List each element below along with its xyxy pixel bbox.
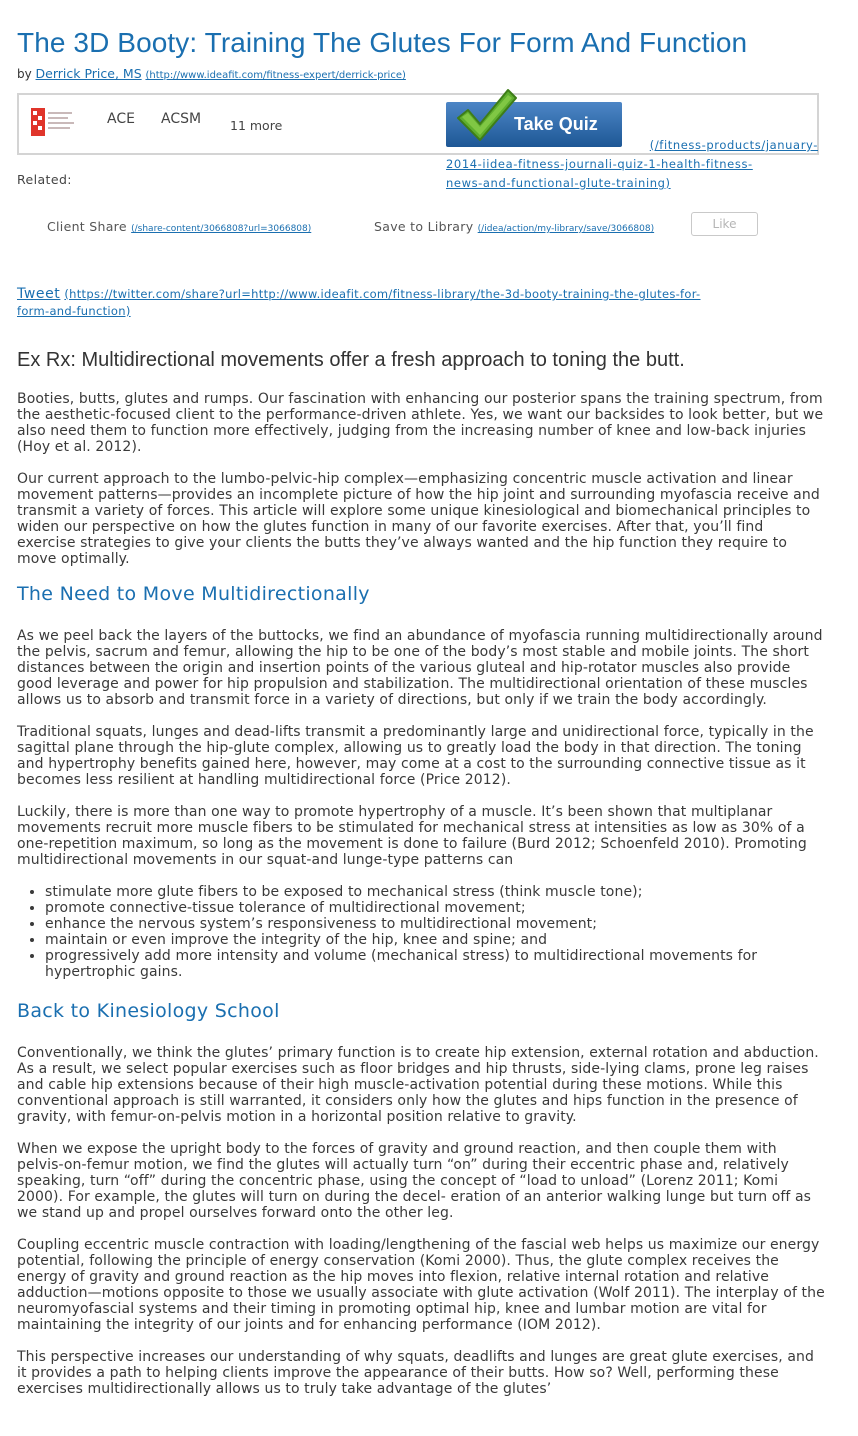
client-share-link[interactable]: (/share-content/3066808?url=3066808) xyxy=(131,224,312,234)
credential-acsm: ACSM xyxy=(161,111,202,127)
credential-ace: ACE xyxy=(107,111,135,127)
quiz-url-line-3[interactable]: news-and-functional-glute-training) xyxy=(446,176,671,190)
client-share[interactable] xyxy=(47,219,311,234)
paragraph: Luckily, there is more than one way to promote hypertrophy of a muscle. It’s been shown that multiplanar movements recruit more muscle fibers to be stimulated for mechanical stress at intensities as low as 30% of a one-repetition maximum, so long as the movement is done to failure (Burd 2012; Schoenfeld 2010). Promoting multidirectional movements in our squat-and lunge-type patterns can xyxy=(17,804,807,868)
paragraph: Conventionally, we think the glutes’ primary function is to create hip extension, external rotation and abduction. As a result, we select popular exercises such as floor bridges and hip thrusts, side-lying clams, prone leg raises and cable hip extensions because of their high muscle-activation potential during these motions. While this conventional approach is still warranted, it considers only how the glutes and hips function in the presence of gravity, with femur-on-pelvis motion in a horizontal position relative to gravity. xyxy=(17,1045,819,1125)
section-heading-kinesiology: Back to Kinesiology School xyxy=(17,1000,280,1022)
save-to-library-link[interactable]: (/idea/action/my-library/save/3066808) xyxy=(477,224,655,234)
save-to-library[interactable] xyxy=(374,219,654,234)
byline xyxy=(17,66,406,81)
paragraph: Traditional squats, lunges and dead-lifts transmit a predominantly large and unidirectional force, typically in the sagittal plane through the hip-glute complex, allowing us to greatly load the body in that direction. The toning and hypertrophy benefits gained here, however, may come at a cost to the surrounding connective tissue as it becomes less resilient at handling multidirectional force (Price 2012). xyxy=(17,724,814,788)
list-item: • progressively add more intensity and volume (mechanical stress) to multidirectional movements for hypertrophic gains. xyxy=(45,948,825,980)
client-share-label: Client Share xyxy=(47,219,127,234)
paragraph: Coupling eccentric muscle contraction with loading/lengthening of the fascial web helps us maximize our energy potential, following the principle of energy conservation (Komi 2000). Thus, the glute complex receives the energy of gravity and ground reaction as the hip moves into flexion, relative internal rotation and relative adduction—motions opposite to those we usually associate with glute activation (Wolf 2011). The interplay of the neuromyofascial systems and their timing in promoting optimal hip, knee and lumbar motion are vital for maintaining the integrity of our joints and for enhancing performance (IOM 2012). xyxy=(17,1237,825,1333)
tweet-label[interactable]: Tweet xyxy=(17,286,61,302)
related-label: Related: xyxy=(17,172,72,187)
like-button[interactable]: Like xyxy=(691,212,758,236)
byline-prefix: by xyxy=(17,67,32,81)
credentials-more[interactable]: 11 more xyxy=(230,118,283,133)
author-url-link[interactable]: (http://www.ideafit.com/fitness-expert/derrick-price) xyxy=(145,70,406,81)
list-item: • promote connective-tissue tolerance of multidirectional movement; xyxy=(45,900,825,916)
section-heading-multidirectional: The Need to Move Multidirectionally xyxy=(17,583,370,605)
quiz-url-link[interactable] xyxy=(446,136,818,193)
tweet-url-line-1[interactable]: (https://twitter.com/share?url=http://www.ideafit.com/fitness-library/the-3d-booty-training-the-glutes-for- xyxy=(64,287,701,301)
tweet-link[interactable] xyxy=(17,286,817,320)
paragraph: When we expose the upright body to the forces of gravity and ground reaction, and then couple them with pelvis-on-femur motion, we find the glutes will actually turn “on” during their eccentric phase and, relatively speaking, turn “off” during the concentric phase, using the concept of “load to unload” (Lorenz 2011; Komi 2000). For example, the glutes will turn on during the decel- eration of an anterior walking lunge but turn off as we stand up and propel ourselves forward onto the other leg. xyxy=(17,1141,812,1221)
paragraph: Booties, butts, glutes and rumps. Our fascination with enhancing our posterior spans the training spectrum, from the aesthetic-focused client to the performance-driven athlete. Yes, we want our backsides to look better, but we also need them to function more effectively, judging from the increasing number of knee and low-back injuries (Hoy et al. 2012). xyxy=(17,391,824,455)
paragraph: As we peel back the layers of the buttocks, we find an abundance of myofascia running multidirectionally around the pelvis, sacrum and femur, allowing the hip to be one of the body’s most stable and mobile joints. The short distances between the origin and insertion points of the various gluteal and hip-rotator muscles also provide good leverage and power for hip propulsion and stabilization. The multidirectional orientation of these muscles allows us to absorb and transmit force in a variety of directions, but only if we train the body accordingly. xyxy=(17,628,823,708)
list-item: • stimulate more glute fibers to be exposed to mechanical stress (think muscle tone); xyxy=(45,884,825,900)
certification-logo-icon xyxy=(31,108,77,136)
paragraph: This perspective increases our understanding of why squats, deadlifts and lunges are great glute exercises, and it provides a path to helping clients improve the appearance of their butts. How so? Well, performing these exercises multidirectionally allows us to truly take advantage of the glutes’ xyxy=(17,1349,814,1397)
benefits-list xyxy=(17,884,825,980)
save-to-library-label: Save to Library xyxy=(374,219,474,234)
article-title: The 3D Booty: Training The Glutes For Form And Function xyxy=(17,27,748,58)
author-link[interactable]: Derrick Price, MS xyxy=(35,66,142,81)
paragraph: Our current approach to the lumbo-pelvic-hip complex—emphasizing concentric muscle activation and linear movement patterns—provides an incomplete picture of how the hip joint and surrounding myofascia receive and transmit a variety of forces. This article will explore some unique kinesiological and biomechanical principles to widen our perspective on how the glutes function in many of our favorite exercises. After that, you’ll find exercise strategies to give your clients the butts they’ve always wanted and the hip function they require to move optimally. xyxy=(17,471,820,567)
quiz-url-line-1[interactable]: (/fitness-products/january- xyxy=(649,138,818,152)
take-quiz-label: Take Quiz xyxy=(514,114,598,134)
tweet-url-line-2[interactable]: form-and-function) xyxy=(17,304,131,318)
article-body xyxy=(17,391,825,1413)
list-item: • maintain or even improve the integrity of the hip, knee and spine; and xyxy=(45,932,825,948)
quiz-url-line-2[interactable]: 2014-iidea-fitness-journali-quiz-1-health-fitness- xyxy=(446,157,753,171)
article-lede: Ex Rx: Multidirectional movements offer a fresh approach to toning the butt. xyxy=(17,349,685,371)
list-item: • enhance the nervous system’s responsiveness to multidirectional movement; xyxy=(45,916,825,932)
